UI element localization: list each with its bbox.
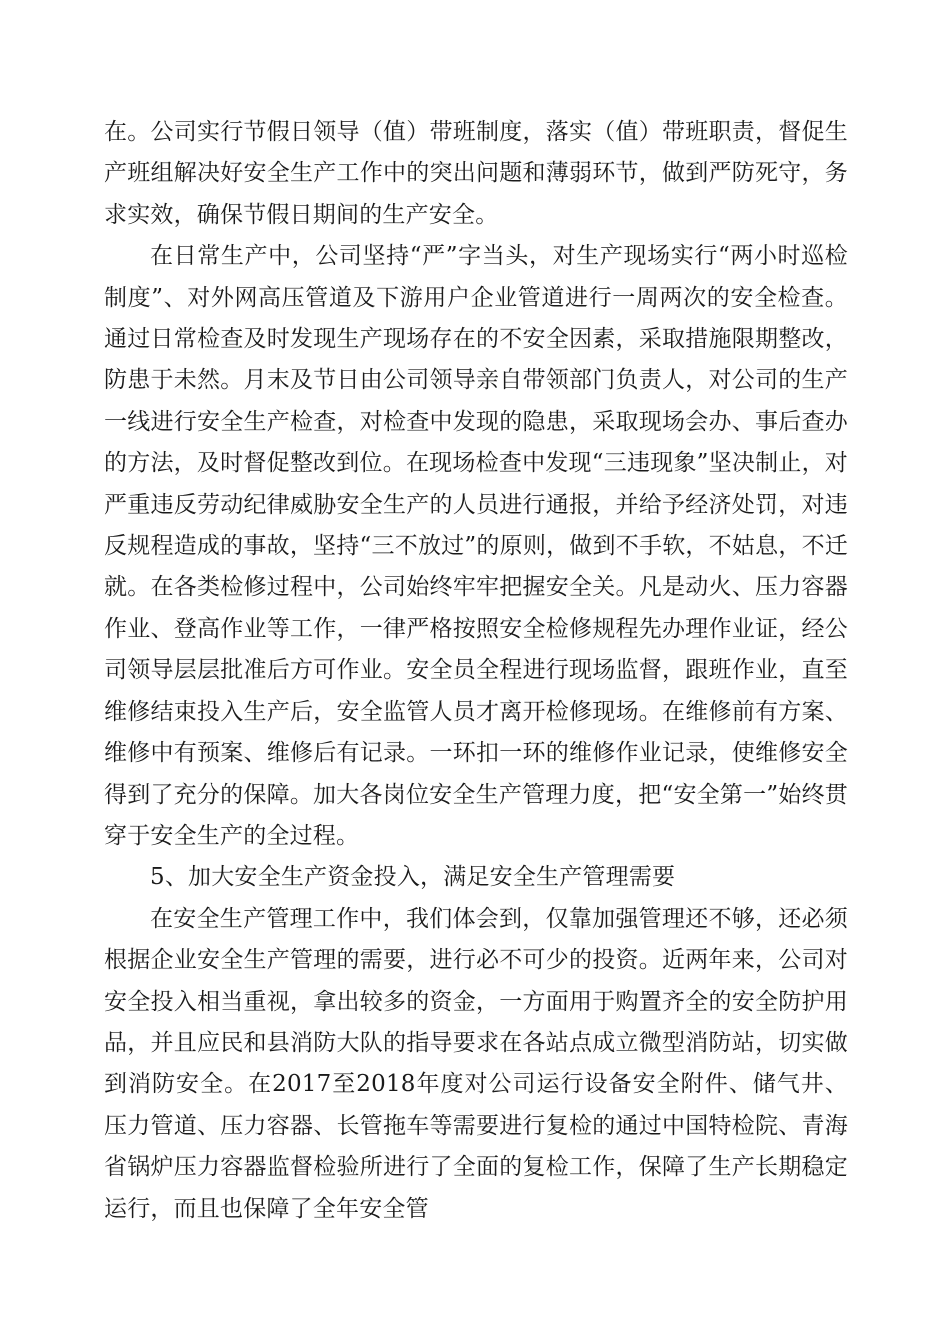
paragraph-daily-inspection: 在日常生产中，公司坚持“严”字当头，对生产现场实行“两小时巡检制度”、对外网高压管道及下游用户企业管道进行一周两次的安全检查。通过日常检查及时发现生产现场存在的不安全因素，采取措施限期整改，防患于未然。月末及节日由公司领导亲自带领部门负责人，对公司的生产一线进行安全生产检查，对检查中发现的隐患，采取现场会办、事后查办的方法，及时督促整改到位。在现场检查中发现“三违现象”坚决制止，对严重违反劳动纪律威胁安全生产的人员进行通报，并给予经济处罚，对违反规程造成的事故，坚持“三不放过”的原则，做到不手软，不姑息，不迁就。在各类检修过程中，公司始终牢牢把握安全关。凡是动火、压力容器作业、登高作业等工作，一律严格按照安全检修规程先办理作业证，经公司领导层层批准后方可作业。安全员全程进行现场监督，跟班作业，直至维修结束投入生产后，安全监管人员才离开检修现场。在维修前有方案、维修中有预案、维修后有记录。一环扣一环的维修作业记录，使维修安全得到了充分的保障。加大各岗位安全生产管理力度，把“安全第一”始终贯穿于安全生产的全过程。 bbox=[104, 243, 848, 849]
paragraph-safety-investment: 在安全生产管理工作中，我们体会到，仅靠加强管理还不够，还必须根据企业安全生产管理的需要，进行必不可少的投资。近两年来，公司对安全投入相当重视，拿出较多的资金，一方面用于购置齐全的安全防护用品，并且应民和县消防大队的指导要求在各站点成立微型消防站，切实做到消防安全。在2017至2018年度对公司运行设备安全附件、储气井、压力管道、压力容器、长管拖车等需要进行复检的通过中国特检院、青海省锅炉压力容器监督检验所进行了全面的复检工作，保障了生产长期稳定运行，而且也保障了全年安全管 bbox=[104, 905, 848, 1222]
document-page bbox=[104, 112, 848, 1230]
section-heading-5: 5、加大安全生产资金投入，满足安全生产管理需要 bbox=[150, 864, 676, 891]
paragraph-continuation: 在。公司实行节假日领导（值）带班制度，落实（值）带班职责，督促生产班组解决好安全生产工作中的突出问题和薄弱环节，做到严防死守，务求实效，确保节假日期间的生产安全。 bbox=[104, 119, 848, 228]
